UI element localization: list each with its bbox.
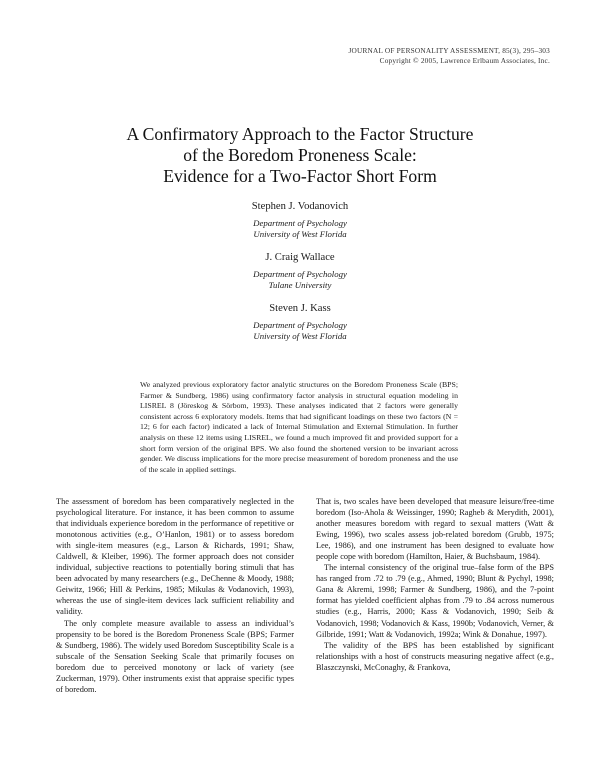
- title-line: Evidence for a Two-Factor Short Form: [163, 166, 437, 186]
- body-paragraph: The assessment of boredom has been comparatively neglected in the psychological literature. For instance, it has been common to assume that individuals experience boredom in the performance of repetitive or monotonous activities (e.g., O’Hanlon, 1981) or to assess boredom with single-item measures (e.g., Larson & Richards, 1991; Shaw, Caldwell, & Kleiber, 1996). The former approach does not consider individual, subjective reactions to potentially boring stimuli that has been advocated by many researchers (e.g., DeChenne & Moody, 1988; Geiwitz, 1966; Hill & Perkins, 1985; Mikulas & Vodanovich, 1993), whereas the use of single-item devices lack sufficient reliability and validity.: [56, 497, 294, 617]
- title-line: of the Boredom Proneness Scale:: [183, 145, 417, 165]
- author-department: Department of Psychology: [253, 269, 347, 279]
- author-department: Department of Psychology: [253, 320, 347, 330]
- author-block: [0, 251, 600, 291]
- author-university: University of West Florida: [253, 331, 347, 341]
- author-block: [0, 302, 600, 342]
- author-university: University of West Florida: [253, 229, 347, 239]
- author-name: J. Craig Wallace: [265, 252, 335, 263]
- author-university: Tulane University: [268, 280, 332, 290]
- body-column-left: [56, 496, 294, 695]
- journal-header: [349, 46, 551, 66]
- journal-citation: JOURNAL OF PERSONALITY ASSESSMENT, 85(3), 295–303: [348, 46, 550, 55]
- author-block: [0, 200, 600, 240]
- copyright-line: Copyright © 2005, Lawrence Erlbaum Associates, Inc.: [379, 56, 550, 65]
- author-name: Steven J. Kass: [269, 303, 331, 314]
- author-name: Stephen J. Vodanovich: [251, 201, 349, 212]
- body-column-right: [316, 496, 554, 673]
- article-title: [0, 124, 600, 187]
- title-line: A Confirmatory Approach to the Factor Structure: [126, 124, 474, 144]
- body-paragraph: The internal consistency of the original true–false form of the BPS has ranged from .72 to .79 (e.g., Ahmed, 1990; Blunt & Pychyl, 1998; Gana & Akremi, 1998; Farmer & Sundberg, 1986), and the 7-point format has yielded coefficient alphas from .79 to .84 across numerous studies (e.g., Harris, 2000; Kass & Vodanovich, 1990; Seib & Vodanovich, 1998; Vodanovich & Kass, 1990b; Vodanovich, Verner, & Gilbride, 1991; Watt & Vodanovich, 1992a; Wink & Donahue, 1997).: [316, 563, 554, 639]
- abstract: We analyzed previous exploratory factor analytic structures on the Boredom Proneness Scale (BPS; Farmer & Sundberg, 1986) using confirmatory factor analysis in structural equation modeling in LISREL 8 (Jöreskog & Sörbom, 1993). These analyses indicated that 2 factors were generally consistent across 6 exploratory models. Items that had significant loadings on these two factors (N = 12; 6 for each factor) indicated a lack of Internal Stimulation and External Stimulation. In further analysis on these 12 items using LISREL, we found a much improved fit and provided support for a short form version of the original BPS. We also found the shortened version to be invariant across gender. We discuss implications for the more precise measurement of boredom proneness and the use of the scale in applied settings.: [140, 380, 458, 474]
- author-department: Department of Psychology: [253, 218, 347, 228]
- body-paragraph: The validity of the BPS has been established by significant relationships with a host of constructs measuring negative affect (e.g., Blaszczynski, McConaghy, & Frankova,: [316, 640, 554, 672]
- body-paragraph: That is, two scales have been developed that measure leisure/free-time boredom (Iso-Ahola & Weissinger, 1990; Ragheb & Merydith, 2001), another measures boredom with regard to sexual matters (Watt & Ewing, 1996), two scales assess job-related boredom (Grubb, 1975; Lee, 1986), and one instrument has been designed to evaluate how people cope with boredom (Hamilton, Haier, & Buchsbaum, 1984).: [316, 497, 554, 562]
- body-paragraph: The only complete measure available to assess an individual’s propensity to be bored is the Boredom Proneness Scale (BPS; Farmer & Sundberg, 1986). The widely used Boredom Susceptibility Scale is a subscale of the Sensation Seeking Scale that primarily focuses on boredom due to perceived monotony or lack of variety (see Zuckerman, 1979). Other instruments exist that appraise specific types of boredom.: [56, 618, 294, 694]
